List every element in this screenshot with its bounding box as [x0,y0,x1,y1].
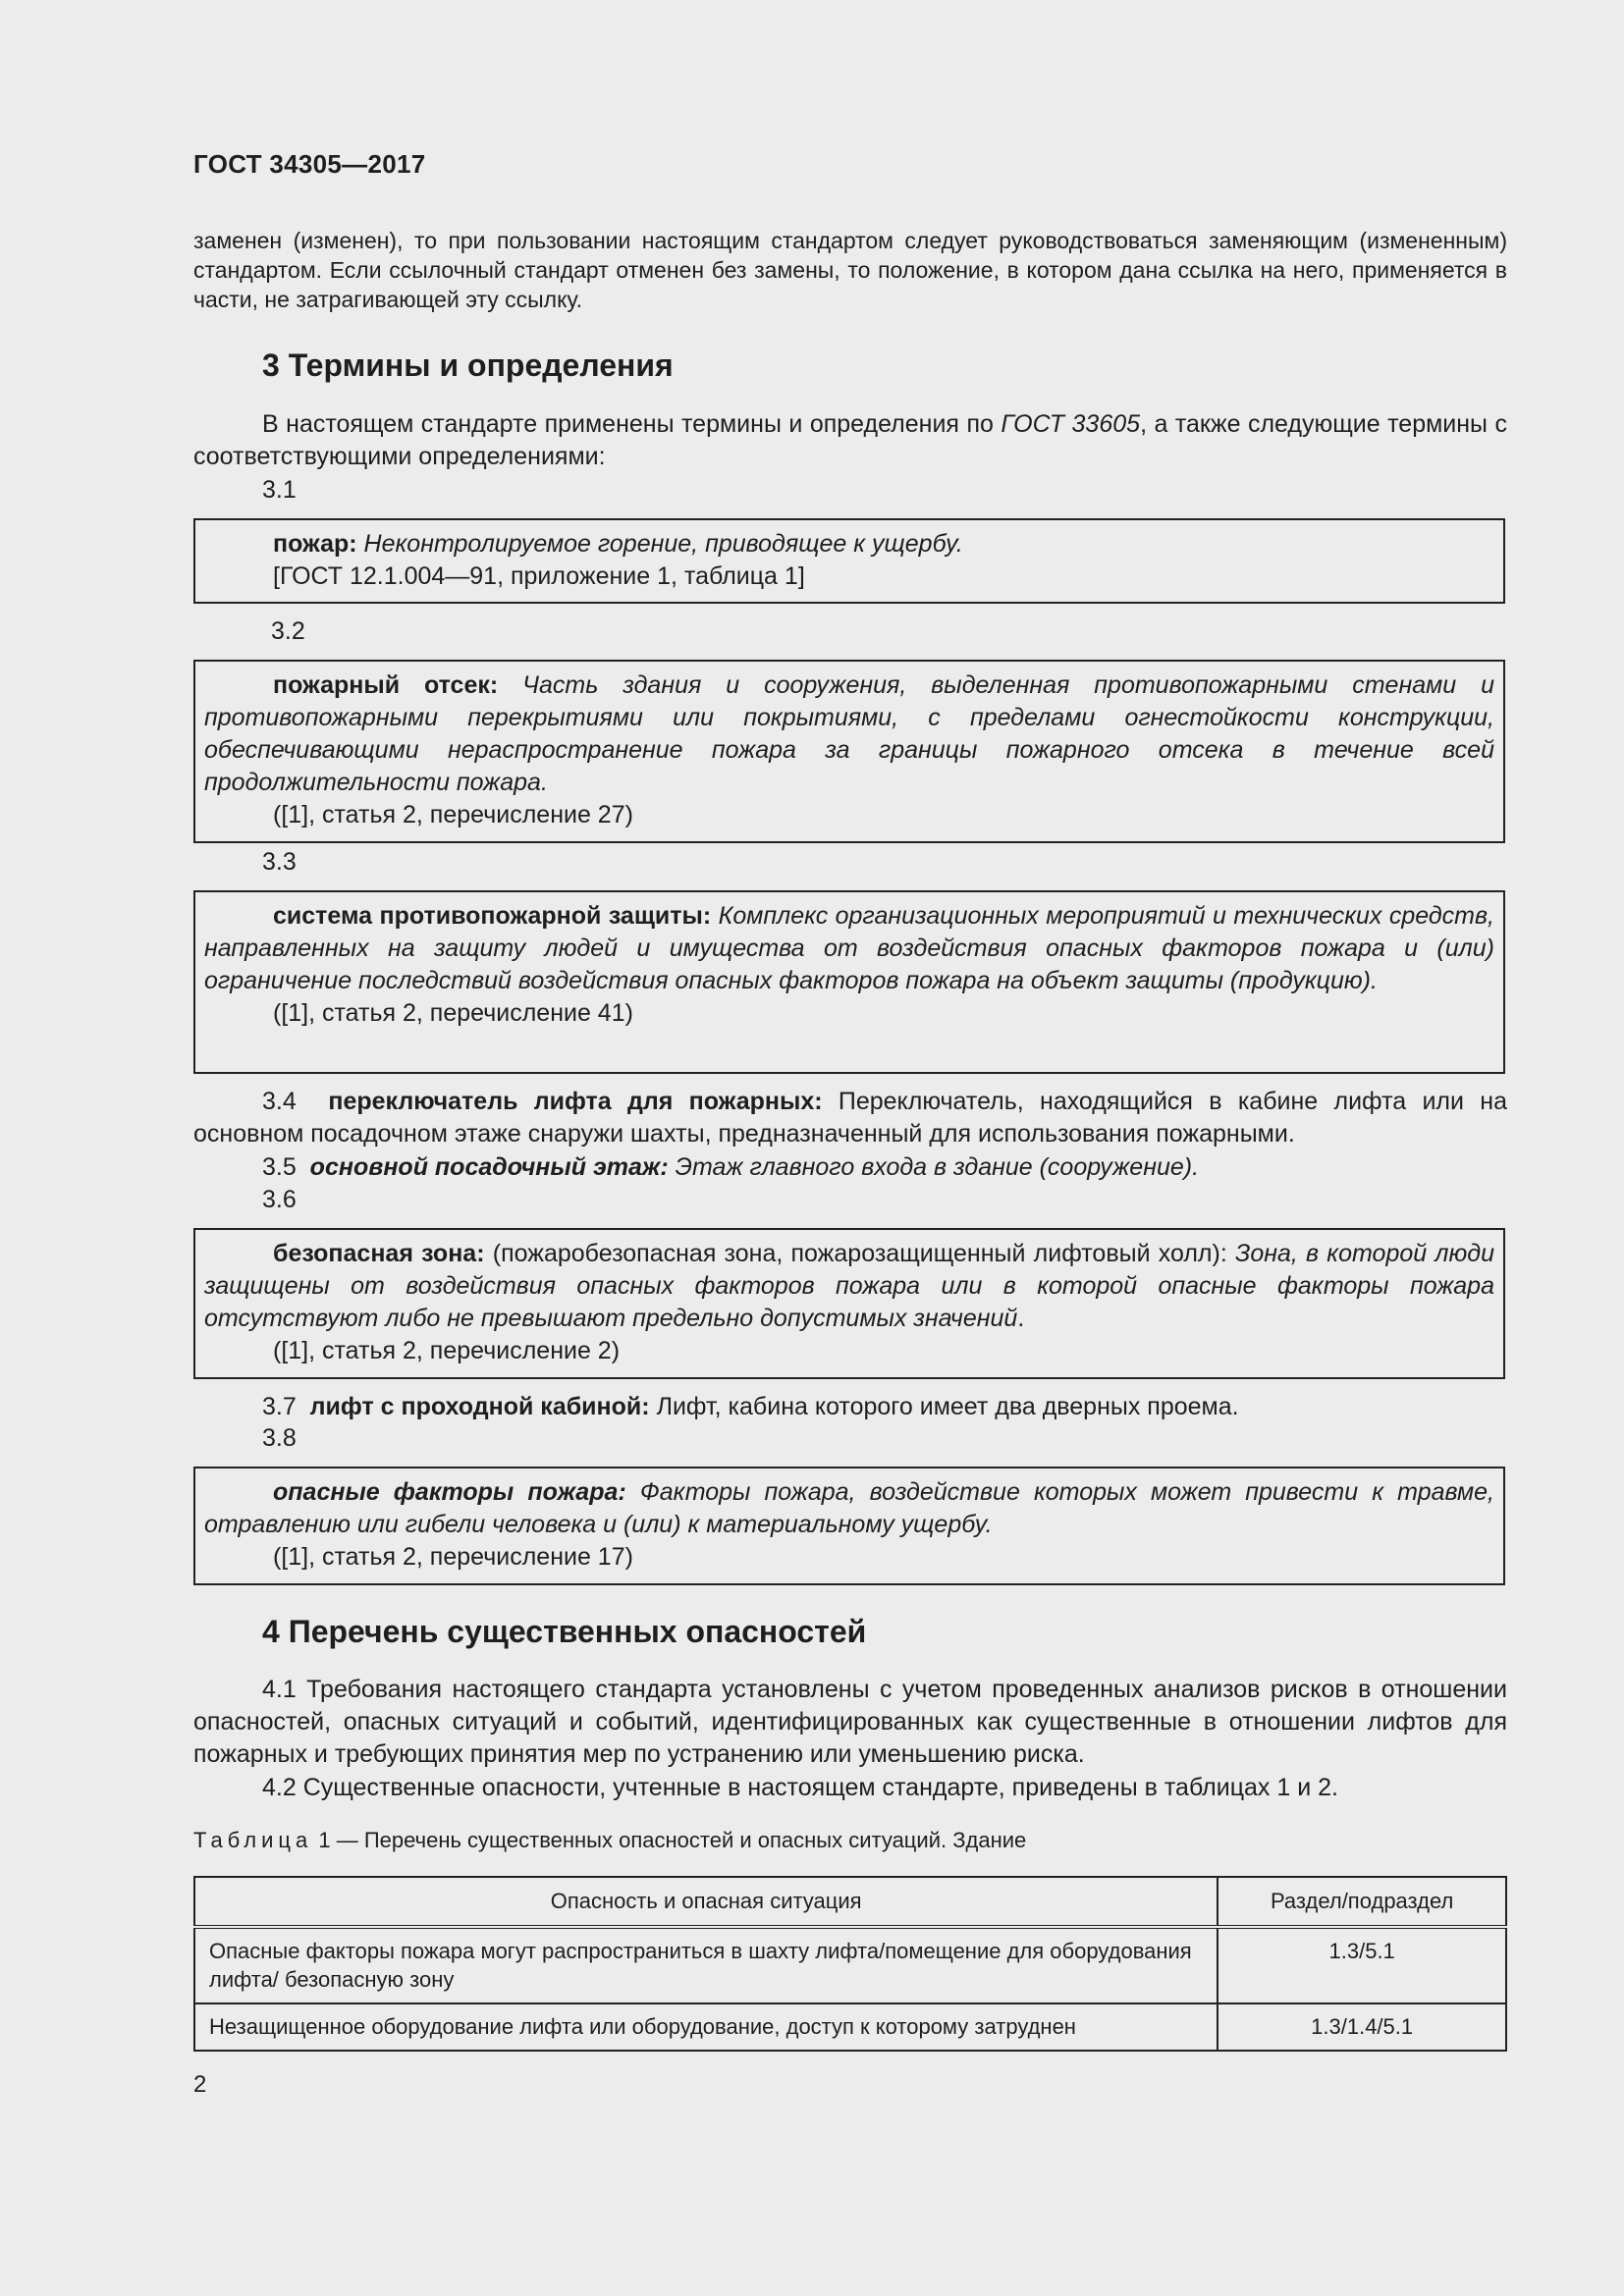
section-4-1: 4.1 Требования настоящего стандарта установлены с учетом проведенных анализов рисков в отношении опасностей, опасных ситуаций и событий, идентифицированных как существенные в отношении лифтов для пожарных и требующих принятия мер по устранению или уменьшению риска. [193,1676,1507,1768]
table-header-row [194,1877,1506,1927]
term-source: ([1], статья 2, перечисление 2) [273,1337,621,1364]
term-box-3-6: безопасная зона: (пожаробезопасная зона, пожарозащищенный лифтовый холл): Зона, в которой люди защищены от воздействия опасных факторов пожара или в которой опасные факторы пожара отсутствуют либо не превышают предельно допустимых значений. ([1], статья 2, перечисление 2) [193,1228,1505,1379]
term-name: пожарный отсек: [273,671,499,699]
term-number: 3.6 [262,1186,297,1213]
column-header-section: Раздел/подраздел [1218,1877,1506,1927]
term-name: пожар: [273,530,357,558]
table-caption: Таблица 1 — Перечень существенных опасностей и опасных ситуаций. Здание [193,1828,1027,1852]
term-3-4: 3.4 переключатель лифта для пожарных: Переключатель, находящийся в кабине лифта или на основном посадочном этаже снаружи шахты, предназначенный для использования пожарными. [193,1088,1507,1148]
term-definition: Факторы пожара, воздействие которых может привести к травме, отравлению или гибели человека и (или) к материальному ущербу. [204,1478,1494,1538]
term-number: 3.8 [262,1424,297,1452]
term-definition: Зона, в которой люди защищены от воздействия опасных факторов пожара или в которой опасные факторы пожара отсутствуют либо не превышают предельно допустимых значений [204,1240,1495,1332]
term-definition: Часть здания и сооружения, выделенная противопожарными стенами и противопожарными перекрытиями или покрытиями, с пределами огнестойкости конструкции, обеспечивающими нераспространение пожара за границы пожарного отсека в течение всей продолжительности пожара. [204,671,1494,796]
term-box-3-1 [193,518,1505,604]
term-number: 3.3 [262,848,297,876]
term-source: ([1], статья 2, перечисление 41) [273,999,633,1027]
section-3-intro: В настоящем стандарте применены термины и определения по ГОСТ 33605, а также следующие термины с соответствующими определениями: [193,410,1507,470]
term-number: 3.2 [271,617,305,645]
term-source: [ГОСТ 12.1.004—91, приложение 1, таблица 1] [273,562,805,590]
term-source: ([1], статья 2, перечисление 17) [273,1543,633,1571]
term-definition: Неконтролируемое горение, приводящее к ущербу. [363,530,963,558]
term-name: опасные факторы пожара: [273,1478,626,1506]
table-row [194,1927,1506,2003]
section-4-title: 4 Перечень существенных опасностей [262,1614,867,1649]
hazard-cell: Опасные факторы пожара могут распространиться в шахту лифта/помещение для оборудования лифта/ безопасную зону [194,1927,1218,2003]
term-note: (пожаробезопасная зона, пожарозащищенный лифтовый холл): [492,1240,1227,1267]
hazard-cell: Незащищенное оборудование лифта или оборудование, доступ к которому затруднен [194,2003,1218,2051]
term-name: безопасная зона: [273,1240,485,1267]
section-cell: 1.3/1.4/5.1 [1218,2003,1506,2051]
hazards-table [193,1876,1507,2052]
term-box-3-3 [193,890,1505,1074]
section-cell: 1.3/5.1 [1218,1927,1506,2003]
term-name: система противопожарной защиты: [273,902,712,930]
term-box-3-8 [193,1467,1505,1585]
page-number: 2 [193,2071,207,2098]
document-header: ГОСТ 34305—2017 [193,149,426,179]
column-header-hazard: Опасность и опасная ситуация [194,1877,1218,1927]
term-box-3-2 [193,660,1505,843]
term-definition: Комплекс организационных мероприятий и технических средств, направленных на защиту людей и имущества от воздействия опасных факторов пожара и (или) ограничение последствий воздействия опасных факторов пожара на объект защиты (продукцию). [204,902,1494,994]
term-number: 3.1 [262,476,297,504]
intro-paragraph: заменен (изменен), то при пользовании настоящим стандартом следует руководствоваться заменяющим (измененным) стандартом. Если ссылочный стандарт отменен без замены, то положение, в котором дана ссылка на него, применяется в части, не затрагивающей эту ссылку. [193,228,1507,312]
section-3-title: 3 Термины и определения [262,347,674,383]
term-3-7: 3.7 лифт с проходной кабиной: Лифт, кабина которого имеет два дверных проема. [262,1393,1239,1420]
term-source: ([1], статья 2, перечисление 27) [273,801,633,828]
table-row [194,2003,1506,2051]
section-4-2: 4.2 Существенные опасности, учтенные в настоящем стандарте, приведены в таблицах 1 и 2. [262,1774,1338,1801]
term-3-5: 3.5 основной посадочный этаж: Этаж главного входа в здание (сооружение). [262,1153,1200,1181]
